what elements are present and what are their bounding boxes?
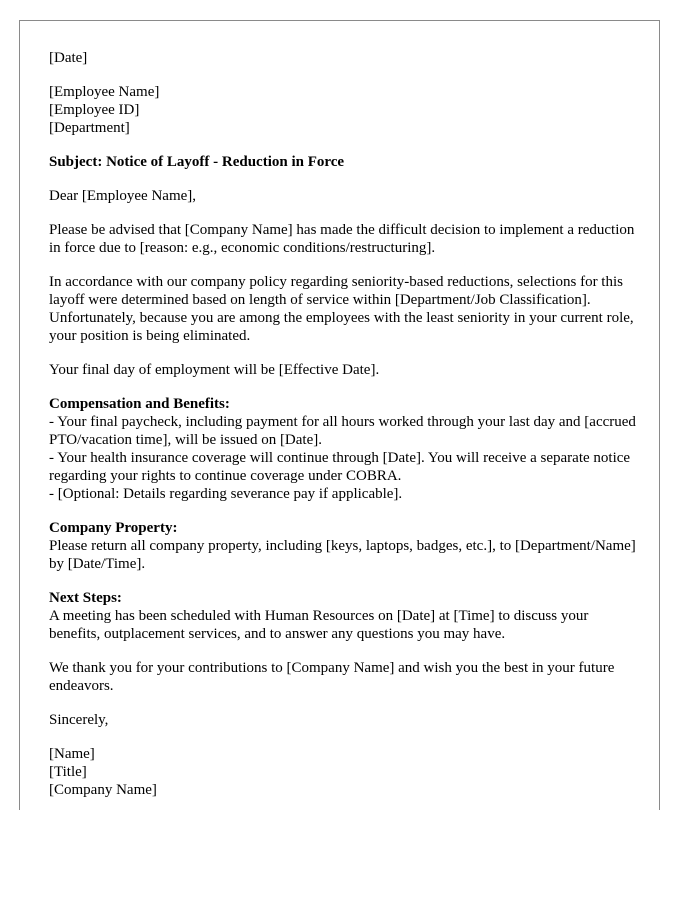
- property-text: Please return all company property, including [keys, laptops, badges, etc.], to [Department/Name] by [Date/Time].: [49, 538, 636, 572]
- paragraph-closing: We thank you for your contributions to [Company Name] and wish you the best in your future endeavors.: [49, 660, 615, 694]
- compensation-item: - Your health insurance coverage will continue through [Date]. You will receive a separate notice regarding your rights to continue coverage under COBRA.: [49, 450, 631, 484]
- next-steps-heading: Next Steps:: [49, 590, 122, 606]
- recipient-block: [49, 83, 639, 137]
- compensation-heading: Compensation and Benefits:: [49, 396, 230, 412]
- letter-body: [49, 49, 639, 815]
- recipient-name: [Employee Name]: [49, 84, 160, 100]
- letter-salutation: Dear [Employee Name],: [49, 188, 197, 204]
- paragraph-final-day: Your final day of employment will be [Effective Date].: [49, 362, 380, 378]
- compensation-item: - Your final paycheck, including payment for all hours worked through your last day and [accrued PTO/vacation time], will be issued on [Date].: [49, 414, 636, 448]
- section-next-steps: [49, 589, 639, 643]
- section-company-property: [49, 519, 639, 573]
- property-heading: Company Property:: [49, 520, 178, 536]
- signature-block: [49, 745, 639, 799]
- paragraph-seniority-policy: In accordance with our company policy regarding seniority-based reductions, selections for this layoff were determined based on length of service within [Department/Job Classification]. Unfortunately, because you are among the employees with the least seniority in your current role, your position is being eliminated.: [49, 274, 634, 344]
- letter-signoff: Sincerely,: [49, 712, 109, 728]
- signature-title: [Title]: [49, 764, 87, 780]
- compensation-item: - [Optional: Details regarding severance pay if applicable].: [49, 486, 403, 502]
- recipient-department: [Department]: [49, 120, 130, 136]
- letter-date: [Date]: [49, 50, 88, 66]
- next-steps-text: A meeting has been scheduled with Human Resources on [Date] at [Time] to discuss your benefits, outplacement services, and to answer any questions you may have.: [49, 608, 589, 642]
- recipient-id: [Employee ID]: [49, 102, 140, 118]
- signature-company: [Company Name]: [49, 782, 157, 798]
- section-compensation: [49, 395, 639, 503]
- letter-subject: Subject: Notice of Layoff - Reduction in Force: [49, 154, 345, 170]
- letter-page: [19, 20, 660, 810]
- paragraph-reduction-notice: Please be advised that [Company Name] has made the difficult decision to implement a reduction in force due to [reason: e.g., economic conditions/restructuring].: [49, 222, 635, 256]
- signature-name: [Name]: [49, 746, 95, 762]
